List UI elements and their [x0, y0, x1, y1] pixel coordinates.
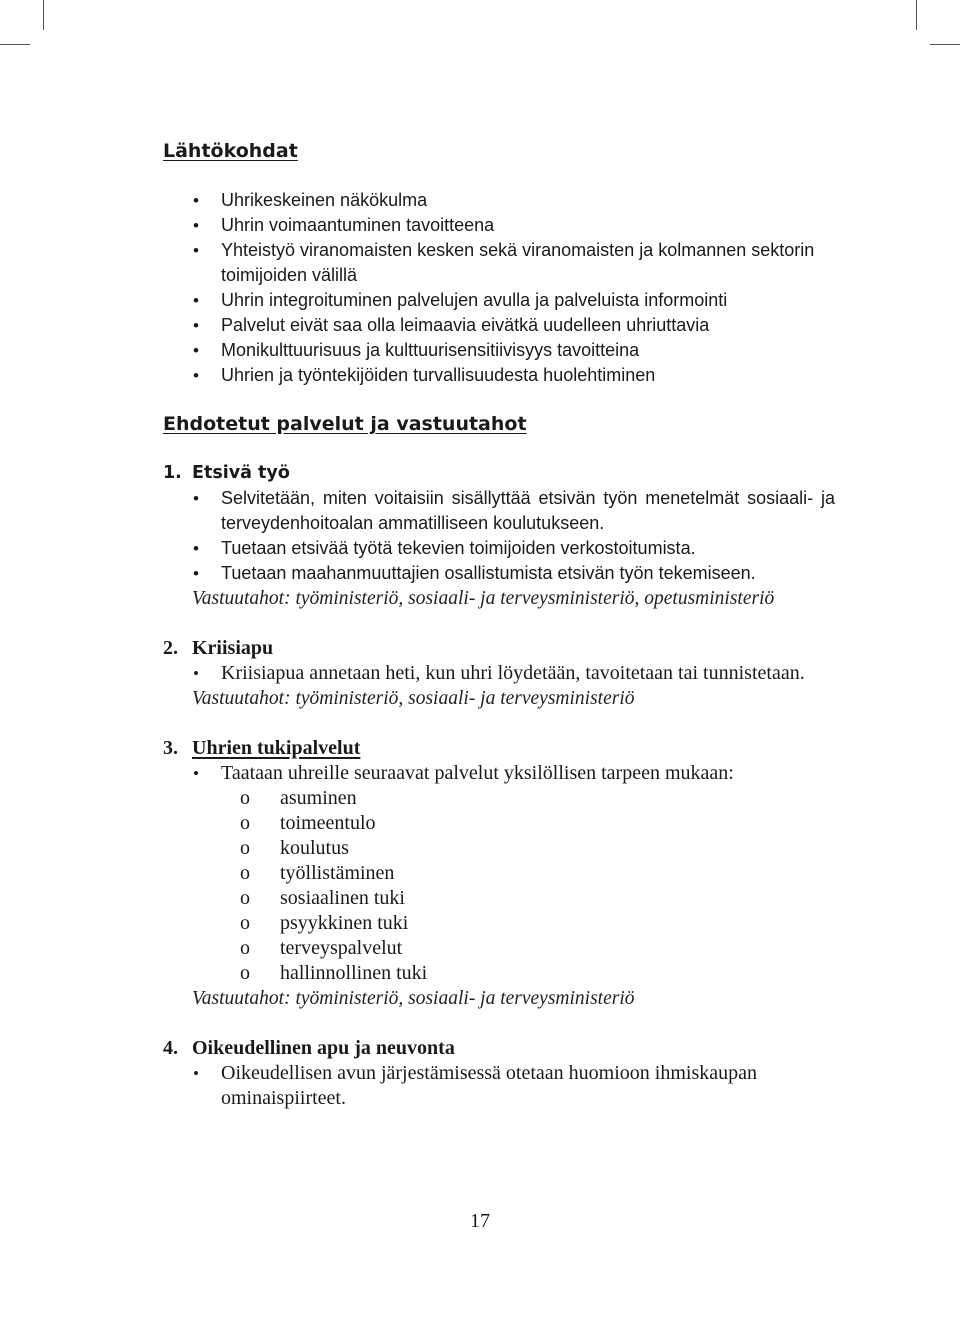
sub-item-text: psyykkinen tuki — [280, 912, 409, 934]
crop-mark-top-left — [43, 0, 44, 30]
list-item: • Uhrien ja työntekijöiden turvallisuudesta huolehtiminen — [163, 363, 835, 388]
sub-marker: o — [240, 837, 250, 859]
list-item: • Yhteistyö viranomaisten kesken sekä viranomaisten ja kolmannen sektorin toimijoiden välillä — [163, 238, 835, 288]
section-2-responsible: Vastuutahot: työministeriö, sosiaali- ja terveysministeriö — [192, 688, 635, 709]
document-page — [163, 138, 835, 1111]
page-number: 17 — [470, 1210, 490, 1232]
sub-marker: o — [240, 937, 250, 959]
list-item: • Uhrin voimaantuminen tavoitteena — [163, 213, 835, 238]
sub-list-item — [163, 936, 835, 961]
list-item: • Uhrin integroituminen palvelujen avulla ja palveluista informointi — [163, 288, 835, 313]
section-1-label: Etsivä työ — [192, 463, 290, 483]
crop-mark-left — [0, 44, 30, 45]
section-4-number: 4. — [163, 1037, 178, 1059]
sub-marker: o — [240, 812, 250, 834]
list-item: • Monikulttuurisuus ja kulttuurisensitiivisyys tavoitteina — [163, 338, 835, 363]
list-item: • Uhrikeskeinen näkökulma — [163, 188, 835, 213]
list-item: • Tuetaan etsivää työtä tekevien toimijoiden verkostoitumista. — [163, 536, 835, 561]
sub-item-text: hallinnollinen tuki — [280, 962, 428, 984]
section-3-label: Uhrien tukipalvelut — [192, 737, 361, 759]
section-1-responsible: Vastuutahot: työministeriö, sosiaali- ja terveysministeriö, opetusministeriö — [192, 588, 775, 609]
section-2-title — [163, 636, 835, 661]
sub-list-item — [163, 786, 835, 811]
section-1-title — [163, 461, 835, 486]
list-item: • Oikeudellisen avun järjestämisessä otetaan huomioon ihmiskaupan ominaispiirteet. — [163, 1061, 835, 1111]
crop-mark-right — [930, 44, 960, 45]
section-3-number: 3. — [163, 737, 178, 759]
section-2-list — [163, 661, 835, 686]
sub-item-text: toimeentulo — [280, 812, 376, 834]
sub-marker: o — [240, 887, 250, 909]
section-4-list — [163, 1061, 835, 1111]
list-item: • Taataan uhreille seuraavat palvelut yksilöllisen tarpeen mukaan: — [163, 761, 835, 786]
sub-item-text: asuminen — [280, 787, 357, 809]
heading-ehdotetut: Ehdotetut palvelut ja vastuutahot — [163, 413, 527, 435]
section-3-title — [163, 736, 835, 761]
sub-list-item — [163, 836, 835, 861]
section-1-number: 1. — [163, 463, 182, 483]
list-item: • Kriisiapua annetaan heti, kun uhri löydetään, tavoitetaan tai tunnistetaan. — [163, 661, 835, 686]
sub-marker: o — [240, 862, 250, 884]
sub-item-text: terveyspalvelut — [280, 937, 403, 959]
heading-lahtokohdat: Lähtökohdat — [163, 140, 298, 162]
lahtokohdat-list — [163, 188, 835, 388]
sub-item-text: koulutus — [280, 837, 349, 859]
sub-marker: o — [240, 962, 250, 984]
sub-marker: o — [240, 787, 250, 809]
list-item: • Selvitetään, miten voitaisiin sisällyttää etsivän työn menetelmät sosiaali- ja terveydenhoitoalan ammatilliseen koulutukseen. — [163, 486, 835, 536]
section-4-title — [163, 1036, 835, 1061]
list-item: • Tuetaan maahanmuuttajien osallistumista etsivän työn tekemiseen. — [163, 561, 835, 586]
section-3-sublist — [163, 786, 835, 986]
sub-list-item — [163, 911, 835, 936]
section-2-number: 2. — [163, 637, 178, 659]
sub-list-item — [163, 886, 835, 911]
sub-list-item — [163, 811, 835, 836]
sub-list-item — [163, 861, 835, 886]
section-3-list — [163, 761, 835, 786]
sub-item-text: työllistäminen — [280, 862, 395, 884]
list-item: • Palvelut eivät saa olla leimaavia eivätkä uudelleen uhriuttavia — [163, 313, 835, 338]
section-4-label: Oikeudellinen apu ja neuvonta — [192, 1037, 455, 1059]
section-2-label: Kriisiapu — [192, 637, 274, 659]
section-3-responsible: Vastuutahot: työministeriö, sosiaali- ja terveysministeriö — [192, 988, 635, 1009]
crop-mark-top-right — [916, 0, 917, 30]
sub-item-text: sosiaalinen tuki — [280, 887, 405, 909]
sub-list-item — [163, 961, 835, 986]
section-1-list — [163, 486, 835, 586]
sub-marker: o — [240, 912, 250, 934]
